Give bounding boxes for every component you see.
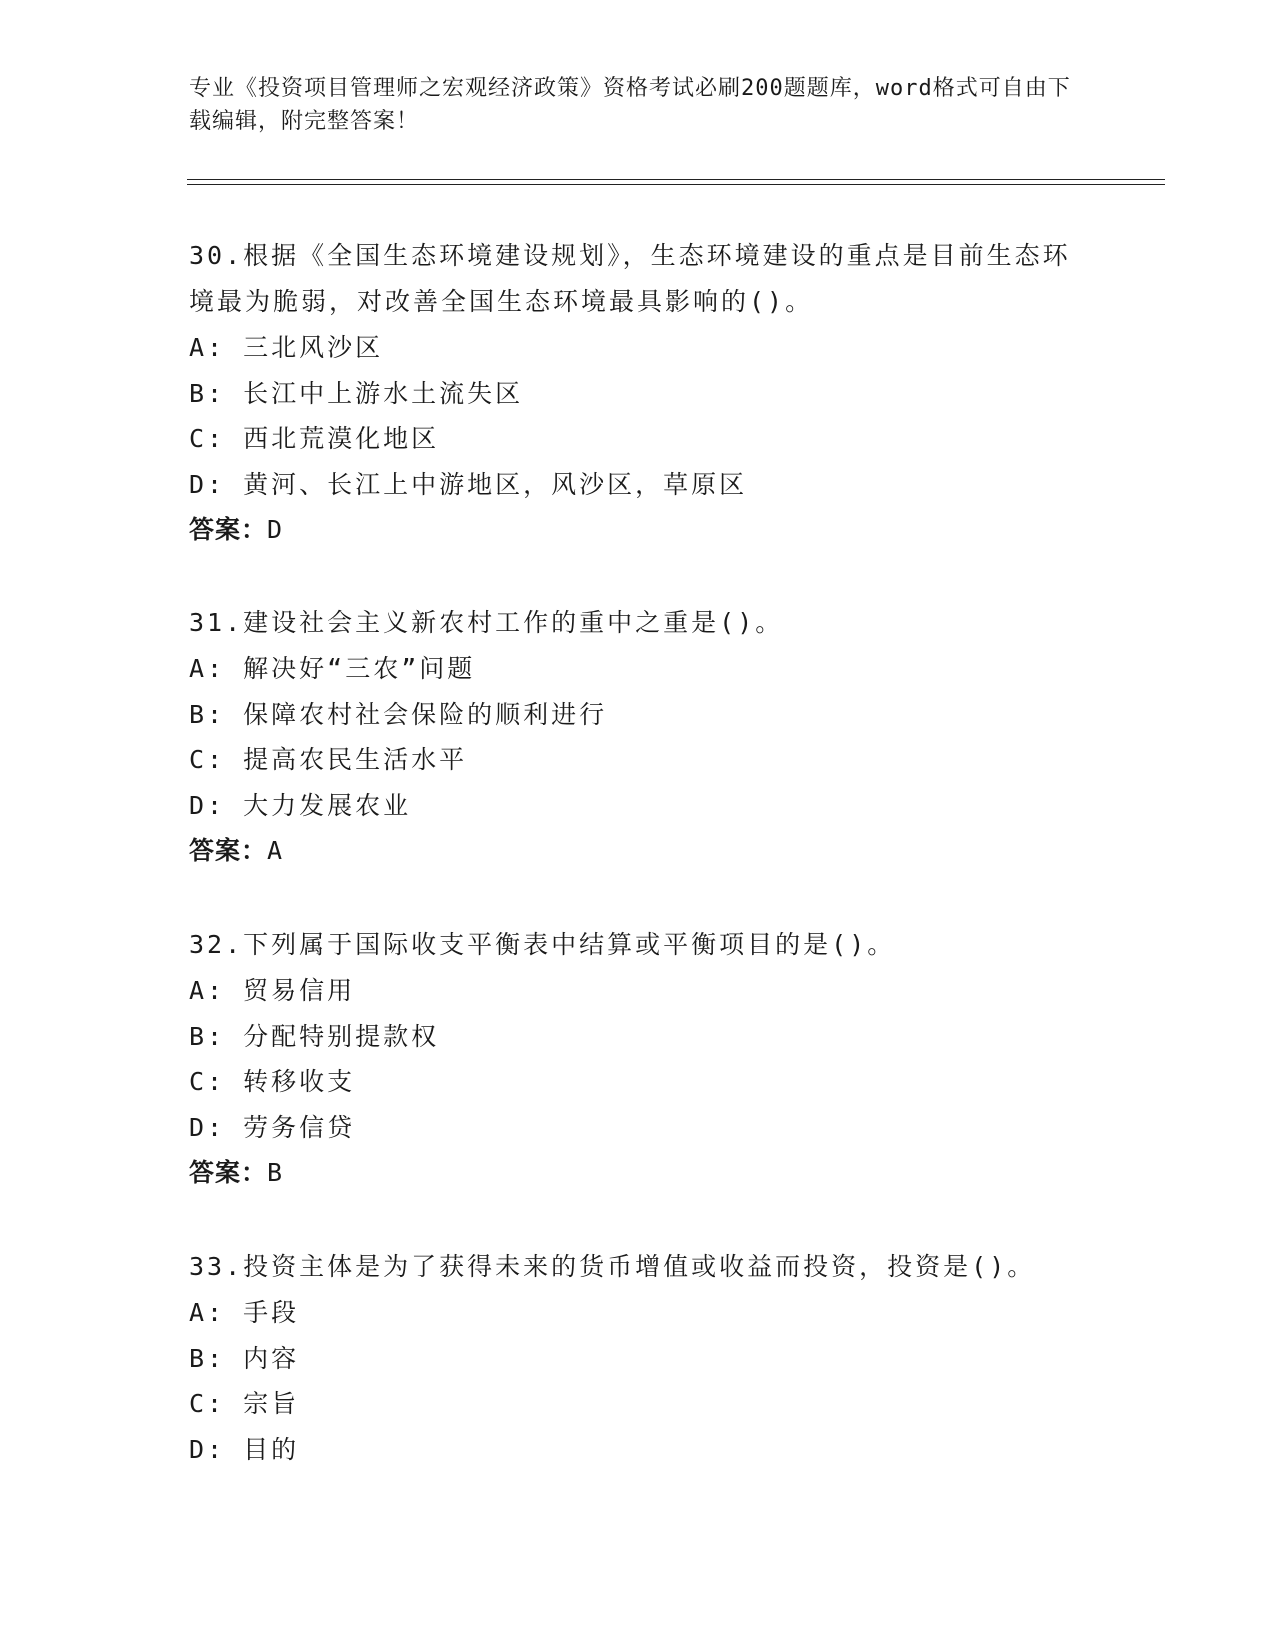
option-c: C: 提高农民生活水平: [189, 745, 468, 774]
question-stem: 31.建设社会主义新农村工作的重中之重是()。: [189, 608, 784, 637]
answer-line: [189, 1150, 1089, 1196]
option-a: A: 解决好“三农”问题: [189, 654, 476, 683]
option-a: A: 贸易信用: [189, 976, 356, 1005]
option-c: C: 转移收支: [189, 1067, 356, 1096]
option-a: A: 三北风沙区: [189, 333, 384, 362]
header-divider-bottom: [187, 184, 1165, 185]
option-b: B: 分配特别提款权: [189, 1021, 440, 1051]
answer-label: 答案：: [189, 515, 268, 544]
header-divider-top: [187, 179, 1165, 180]
option-b: B: 长江中上游水土流失区: [189, 378, 524, 408]
answer-label: 答案：: [189, 1158, 268, 1187]
option-d: D: 劳务信贷: [189, 1112, 356, 1142]
option-b: B: 保障农村社会保险的顺利进行: [189, 699, 608, 729]
option-b: B: 内容: [189, 1343, 300, 1373]
option-d: D: 目的: [189, 1434, 300, 1464]
answer-value: A: [267, 836, 284, 865]
answer-line: [189, 507, 1089, 553]
header-text: 专业《投资项目管理师之宏观经济政策》资格考试必刷200题题库，word格式可自由下载编辑，附完整答案！: [189, 76, 1071, 134]
question-stem: 30.根据《全国生态环境建设规划》，生态环境建设的重点是目前生态环境最为脆弱，对改善全国生态环境最具影响的()。: [189, 241, 1071, 316]
answer-label: 答案：: [189, 836, 268, 865]
question-32: [189, 922, 1089, 1196]
question-31: [189, 600, 1089, 874]
question-33: [189, 1244, 1089, 1472]
option-c: C: 西北荒漠化地区: [189, 424, 440, 453]
question-stem: 32.下列属于国际收支平衡表中结算或平衡项目的是()。: [189, 930, 896, 959]
option-a: A: 手段: [189, 1298, 300, 1327]
option-d: D: 黄河、长江上中游地区，风沙区，草原区: [189, 469, 748, 499]
answer-line: [189, 828, 1089, 874]
option-d: D: 大力发展农业: [189, 790, 412, 820]
option-c: C: 宗旨: [189, 1389, 300, 1418]
question-30: [189, 233, 1089, 553]
answer-value: D: [267, 515, 284, 544]
document-header: [189, 72, 1089, 138]
answer-value: B: [267, 1158, 284, 1187]
question-stem: 33.投资主体是为了获得未来的货币增值或收益而投资，投资是()。: [189, 1252, 1036, 1281]
